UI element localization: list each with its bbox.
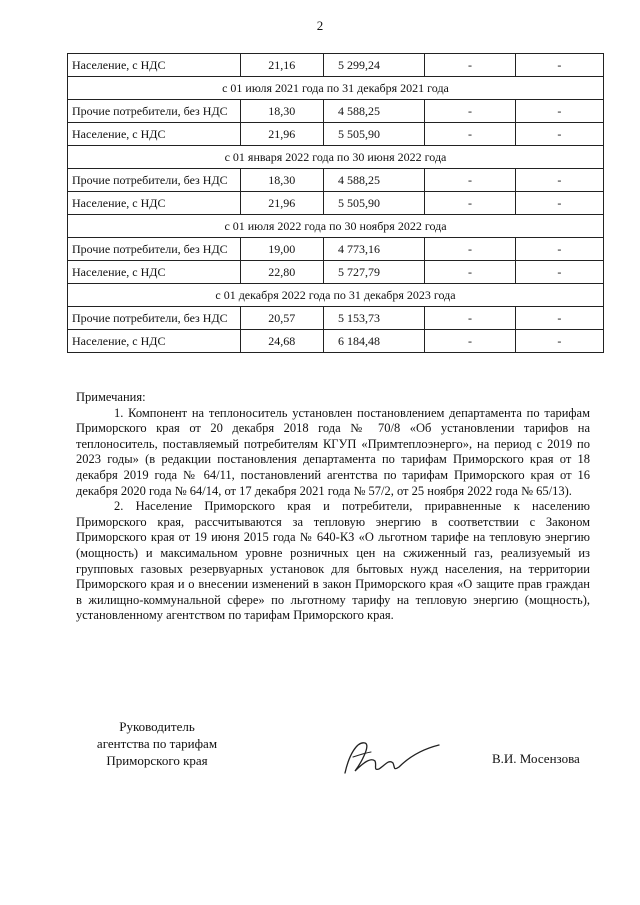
consumer-cell: Население, с НДС xyxy=(68,123,241,146)
value-cell: - xyxy=(515,54,603,77)
value-cell: 24,68 xyxy=(240,330,323,353)
table-row xyxy=(68,54,604,77)
value-cell: 21,96 xyxy=(240,192,323,215)
value-cell: - xyxy=(515,238,603,261)
table-row xyxy=(68,261,604,284)
value-cell: 5 299,24 xyxy=(323,54,424,77)
value-cell: - xyxy=(515,261,603,284)
value-cell: 20,57 xyxy=(240,307,323,330)
value-cell: 21,16 xyxy=(240,54,323,77)
value-cell: - xyxy=(425,330,515,353)
signer-title-line: Руководитель xyxy=(119,719,195,734)
table-row xyxy=(68,100,604,123)
tariff-table xyxy=(67,53,604,353)
consumer-cell: Население, с НДС xyxy=(68,261,241,284)
table-row xyxy=(68,238,604,261)
period-label: с 01 июля 2021 года по 31 декабря 2021 года xyxy=(68,77,604,100)
signer-name: В.И. Мосензова xyxy=(492,751,580,766)
value-cell: - xyxy=(425,307,515,330)
table-row xyxy=(68,123,604,146)
value-cell: - xyxy=(425,123,515,146)
value-cell: 21,96 xyxy=(240,123,323,146)
value-cell: 18,30 xyxy=(240,100,323,123)
consumer-cell: Население, с НДС xyxy=(68,192,241,215)
value-cell: - xyxy=(515,330,603,353)
note-item-2: 2. Население Приморского края и потребители, приравненные к населению Приморского края, рассчитываются за тепловую энергию в соответствии с Законом Приморского края от 19 июня 2015 года № 640-КЗ «О льготном тарифе на тепловую энергию (мощность) и максимальном уровне розничных цен на сжиженный газ, реализуемый из групповых газовых резервуарных установок для бытовых нужд населения, на территории Приморского края и о внесении изменений в закон Приморского края «О защите прав граждан в жилищно-коммунальной сфере» по льготному тарифу на тепловую энергию (мощность), установленному агентством по тарифам Приморского края. xyxy=(76,499,590,623)
notes-heading: Примечания: xyxy=(76,390,146,404)
value-cell: 4 588,25 xyxy=(323,169,424,192)
value-cell: - xyxy=(515,192,603,215)
value-cell: - xyxy=(515,100,603,123)
value-cell: 19,00 xyxy=(240,238,323,261)
consumer-cell: Прочие потребители, без НДС xyxy=(68,169,241,192)
consumer-cell: Прочие потребители, без НДС xyxy=(68,100,241,123)
value-cell: 4 773,16 xyxy=(323,238,424,261)
value-cell: - xyxy=(425,169,515,192)
value-cell: - xyxy=(425,261,515,284)
value-cell: - xyxy=(425,54,515,77)
value-cell: - xyxy=(515,307,603,330)
notes-section xyxy=(76,390,590,624)
consumer-cell: Прочие потребители, без НДС xyxy=(68,307,241,330)
period-row xyxy=(68,146,604,169)
period-row xyxy=(68,284,604,307)
value-cell: 5 505,90 xyxy=(323,192,424,215)
period-label: с 01 января 2022 года по 30 июня 2022 года xyxy=(68,146,604,169)
value-cell: - xyxy=(425,238,515,261)
consumer-cell: Прочие потребители, без НДС xyxy=(68,238,241,261)
value-cell: - xyxy=(425,100,515,123)
period-row xyxy=(68,77,604,100)
period-label: с 01 июля 2022 года по 30 ноября 2022 года xyxy=(68,215,604,238)
value-cell: - xyxy=(515,169,603,192)
value-cell: - xyxy=(515,123,603,146)
value-cell: 6 184,48 xyxy=(323,330,424,353)
note-item-1: 1. Компонент на теплоноситель установлен постановлением департамента по тарифам Приморского края от 20 декабря 2018 года № 70/8 «Об установлении тарифов на теплоноситель, поставляемый потребителям КГУП «Примтеплоэнерго», на период с 2019 по 2023 годы» (в редакции постановления департамента по тарифам Приморского края от 18 декабря 2019 года № 64/11, постановлений агентства по тарифам Приморского края от 16 декабря 2020 года № 64/14, от 17 декабря 2021 года № 57/2, от 25 ноября 2022 года № 65/13). xyxy=(76,405,590,498)
page-number: 2 xyxy=(316,18,324,33)
value-cell: 4 588,25 xyxy=(323,100,424,123)
value-cell: 5 505,90 xyxy=(323,123,424,146)
value-cell: 5 727,79 xyxy=(323,261,424,284)
handwritten-signature xyxy=(335,735,445,780)
signer-title-line: агентства по тарифам xyxy=(96,736,218,751)
consumer-cell: Население, с НДС xyxy=(68,54,241,77)
table-row xyxy=(68,192,604,215)
value-cell: 22,80 xyxy=(240,261,323,284)
signer-title xyxy=(82,718,232,769)
table-row xyxy=(68,330,604,353)
signer-title-line: Приморского края xyxy=(106,753,208,768)
period-label: с 01 декабря 2022 года по 31 декабря 2023 года xyxy=(68,284,604,307)
consumer-cell: Население, с НДС xyxy=(68,330,241,353)
table-row xyxy=(68,307,604,330)
period-row xyxy=(68,215,604,238)
table-row xyxy=(68,169,604,192)
value-cell: 18,30 xyxy=(240,169,323,192)
value-cell: 5 153,73 xyxy=(323,307,424,330)
value-cell: - xyxy=(425,192,515,215)
